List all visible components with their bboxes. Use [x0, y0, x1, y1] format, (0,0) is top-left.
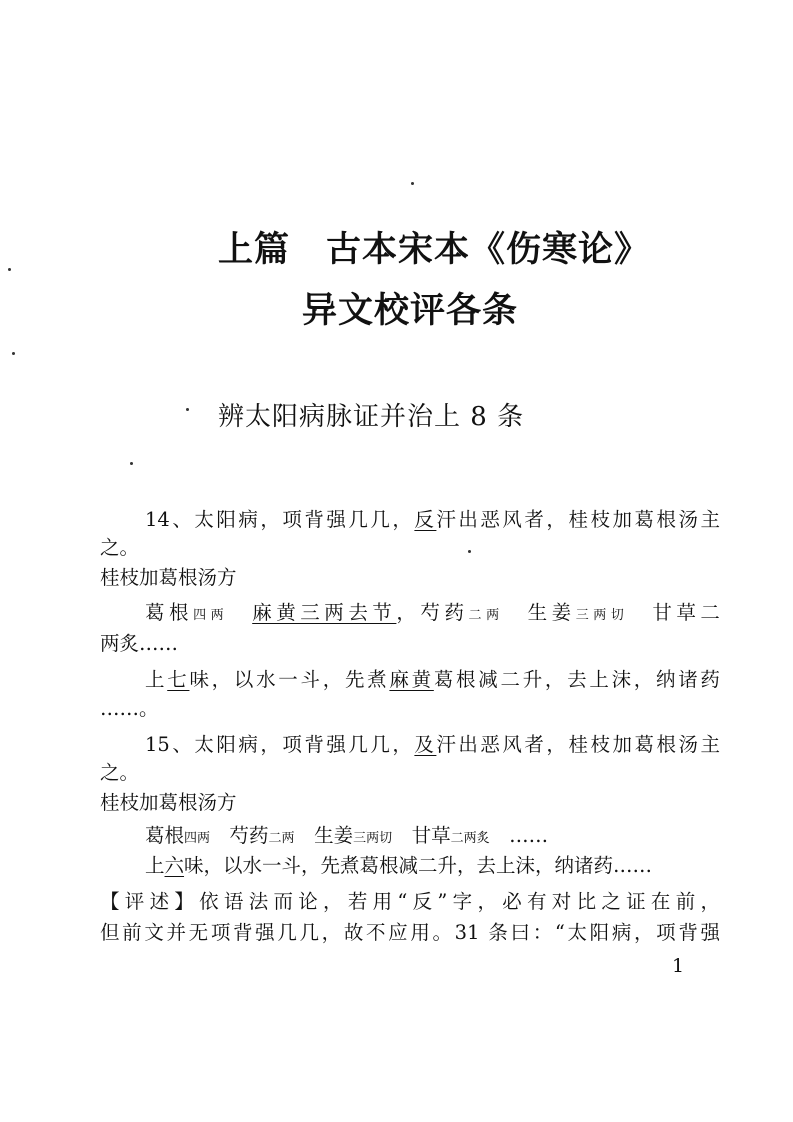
text-line — [100, 760, 139, 786]
text-line — [145, 507, 720, 533]
text-segment: 二两 — [468, 608, 504, 623]
text-segment: 上 — [145, 668, 168, 691]
text-segment: 但前文并无项背强几几，故不应用。31 条曰：“太阳病，项背强 — [100, 921, 720, 944]
text-segment: 【评述】依语法而论，若用“反”字，必有对比之证在前， — [100, 890, 720, 913]
text-segment: ……。 — [100, 697, 159, 720]
text-segment: 四两 — [184, 831, 211, 846]
text-segment: 汗出恶风者，桂枝加葛根汤主 — [436, 733, 720, 756]
text-segment: 甘草 — [392, 824, 451, 847]
text-segment: 芍药 — [210, 824, 269, 847]
text-line — [100, 696, 159, 722]
text-segment: 葛根减二升，去上沫，纳诸药 — [433, 668, 720, 691]
text-segment: 上 — [145, 854, 165, 877]
text-segment: 汗出恶风者，桂枝加葛根汤主 — [436, 508, 720, 531]
text-line — [145, 600, 720, 629]
underlined-text: 六 — [164, 854, 185, 877]
text-segment: 三两切 — [353, 831, 393, 846]
text-segment: 二两炙 — [450, 831, 490, 846]
text-segment: 味，以水一斗，先煮 — [189, 668, 390, 691]
text-segment: 味，以水一斗，先煮葛根减二升，去上沫，纳诸药…… — [184, 854, 653, 877]
chapter-title-line1: 上篇 古本宋本《伤寒论》 — [218, 229, 651, 270]
text-segment: …… — [489, 824, 549, 847]
text-segment: 桂枝加葛根汤方 — [100, 791, 237, 814]
text-segment: 之。 — [100, 761, 140, 784]
scan-speck — [468, 550, 471, 553]
text-line — [145, 667, 720, 693]
text-line — [145, 823, 548, 852]
underlined-text: 麻黄三两去节 — [252, 601, 397, 624]
text-line — [145, 853, 652, 879]
text-segment: 之。 — [100, 536, 140, 559]
scan-speck — [411, 182, 414, 185]
text-segment: 三两切 — [575, 608, 629, 623]
text-segment: 桂枝加葛根汤方 — [100, 566, 237, 589]
underlined-text: 麻黄 — [389, 668, 434, 691]
text-segment — [228, 601, 252, 624]
underlined-text: 七 — [167, 668, 190, 691]
text-segment: 生姜 — [294, 824, 354, 847]
text-line — [145, 732, 720, 758]
underlined-text: 及 — [414, 733, 437, 756]
text-segment: 葛根 — [145, 824, 185, 847]
scan-speck — [186, 408, 189, 411]
text-segment: 14、太阳病，项背强几几， — [145, 508, 415, 531]
text-segment: ，芍药 — [396, 601, 469, 624]
text-segment: 甘草二 — [628, 601, 720, 624]
text-line — [100, 565, 237, 591]
text-segment: 二两 — [268, 831, 295, 846]
page-number: 1 — [672, 955, 685, 977]
scan-speck — [12, 352, 15, 355]
text-segment: 葛根 — [145, 601, 194, 624]
text-line — [100, 535, 139, 561]
underlined-text: 反 — [414, 508, 437, 531]
text-segment: 两炙…… — [100, 632, 179, 655]
text-segment: 四两 — [193, 608, 229, 623]
text-line — [100, 920, 720, 946]
scan-speck — [130, 462, 133, 465]
text-line — [100, 889, 720, 915]
text-line — [100, 631, 178, 657]
text-segment: 生姜 — [503, 601, 576, 624]
chapter-title-line2: 异文校评各条 — [301, 290, 518, 331]
section-heading: 辨太阳病脉证并治上 8 条 — [218, 402, 525, 432]
scan-speck — [8, 268, 11, 271]
text-segment: 15、太阳病，项背强几几， — [145, 733, 415, 756]
text-line — [100, 790, 237, 816]
